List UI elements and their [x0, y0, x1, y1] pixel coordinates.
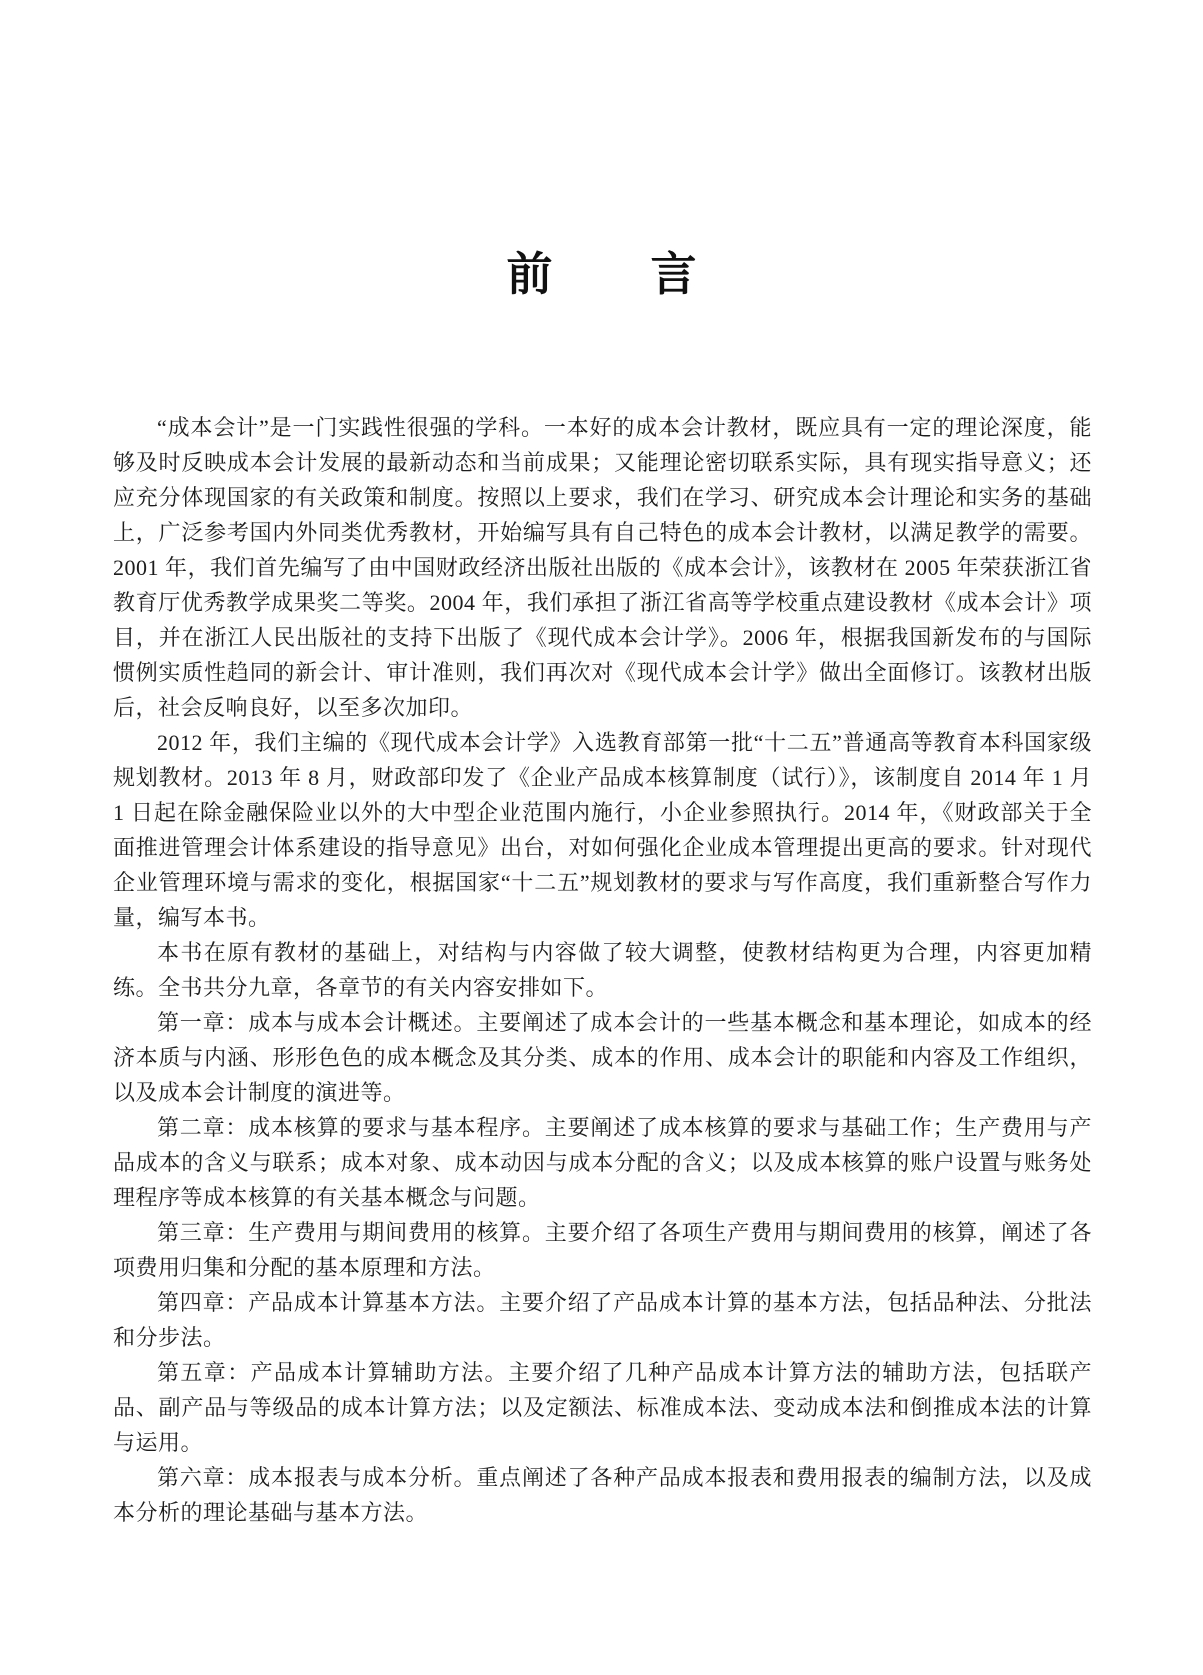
paragraph-chapter-6: 第六章：成本报表与成本分析。重点阐述了各种产品成本报表和费用报表的编制方法，以及成本分析的理论基础与基本方法。 [113, 1465, 1092, 1525]
paragraph-intro: “成本会计”是一门实践性很强的学科。一本好的成本会计教材，既应具有一定的理论深度，能够及时反映成本会计发展的最新动态和当前成果；又能理论密切联系实际，具有现实指导意义；还应充分体现国家的有关政策和制度。按照以上要求，我们在学习、研究成本会计理论和实务的基础上，广泛参考国内外同类优秀教材，开始编写具有自己特色的成本会计教材，以满足教学的需要。2001 年，我们首先编写了由中国财政经济出版社出版的《成本会计》，该教材在 2005 年荣获浙江省教育厅优秀教学成果奖二等奖。2004 年，我们承担了浙江省高等学校重点建设教材《成本会计》项目，并在浙江人民出版社的支持下出版了《现代成本会计学》。2006 年，根据我国新发布的与国际惯例实质性趋同的新会计、审计准则，我们再次对《现代成本会计学》做出全面修订。该教材出版后，社会反响良好，以至多次加印。 [113, 415, 1092, 720]
paragraph-book-structure: 本书在原有教材的基础上，对结构与内容做了较大调整，使教材结构更为合理，内容更加精练。全书共分九章，各章节的有关内容安排如下。 [113, 940, 1092, 1000]
paragraph-chapter-2: 第二章：成本核算的要求与基本程序。主要阐述了成本核算的要求与基础工作；生产费用与产品成本的含义与联系；成本对象、成本动因与成本分配的含义；以及成本核算的账户设置与账务处理程序等成本核算的有关基本概念与问题。 [113, 1115, 1092, 1210]
paragraph-chapter-1: 第一章：成本与成本会计概述。主要阐述了成本会计的一些基本概念和基本理论，如成本的经济本质与内涵、形形色色的成本概念及其分类、成本的作用、成本会计的职能和内容及工作组织，以及成本会计制度的演进等。 [113, 1010, 1092, 1105]
paragraph-chapter-3: 第三章：生产费用与期间费用的核算。主要介绍了各项生产费用与期间费用的核算，阐述了各项费用归集和分配的基本原理和方法。 [113, 1220, 1092, 1280]
paragraph-chapter-5: 第五章：产品成本计算辅助方法。主要介绍了几种产品成本计算方法的辅助方法，包括联产品、副产品与等级品的成本计算方法；以及定额法、标准成本法、变动成本法和倒推成本法的计算与运用。 [113, 1360, 1092, 1455]
paragraph-chapter-4: 第四章：产品成本计算基本方法。主要介绍了产品成本计算的基本方法，包括品种法、分批法和分步法。 [113, 1290, 1092, 1350]
paragraph-2012-history: 2012 年，我们主编的《现代成本会计学》入选教育部第一批“十二五”普通高等教育本科国家级规划教材。2013 年 8 月，财政部印发了《企业产品成本核算制度（试行）》，该制度自 2014 年 1 月 1 日起在除金融保险业以外的大中型企业范围内施行，小企业参照执行。2014 年，《财政部关于全面推进管理会计体系建设的指导意见》出台，对如何强化企业成本管理提出更高的要求。针对现代企业管理环境与需求的变化，根据国家“十二五”规划教材的要求与写作高度，我们重新整合写作力量，编写本书。 [113, 730, 1092, 930]
document-body [113, 410, 1092, 1530]
page-title: 前 言 [506, 249, 699, 300]
